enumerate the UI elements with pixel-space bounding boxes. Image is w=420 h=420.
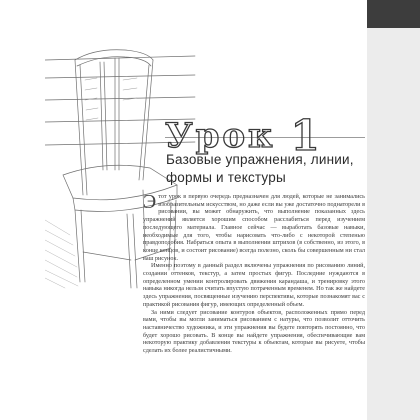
paragraph-1-text: тот урок в первую очередь предназначен для людей, которые не занимались изобразительным искусством, но даже если вы уже достаточно поднаторели в рисовании, вы может обнаружить, что выполнение показанных здесь упражнений является хорошим способом расслабиться перед изучением последующего материала. Главное сейчас — выработать базовые навыки, необходимые для того, чтобы нарисовать что-либо с некоторой степенью правдоподобия. Набраться опыта в выполнении штрихов (в собственно, из этого, в конце концов, и состоит рисование) всегда полезно, сколь бы совершенным ни стал ваш рисунок. xyxy=(143,193,365,262)
drop-cap: Э xyxy=(143,191,157,213)
paragraph-3: За ними следует рисование контуров объектов, расположенных прямо перед вами, чтобы вы могли заниматься рисованием с натуры, что позволит отточить наставничество художника, и эти упражнения вы будете повторять постоянно, что будет хорошо рисовать. В конце вы найдете упражнения, обеспечивающие вам некоторую практику добавления текстуры к объектам, которые вы рисуете, чтобы сделать их более реалистичными. xyxy=(143,308,365,355)
heading-line-1: Базовые упражнения, линии, xyxy=(166,152,354,167)
lesson-number: 1 xyxy=(290,111,320,160)
chapter-tab xyxy=(367,0,420,28)
body-text xyxy=(143,193,365,355)
section-heading xyxy=(166,151,366,187)
paragraph-2: Именно поэтому в данный раздел включены упражнения по рисованию линий, создании оттенков, текстур, а затем простых фигур. Последние нуждаются в определенном умении контролировать движения карандаша, и тренировку этого навыка никогда нельзя считать впустую потраченным временем. Но так же найдете здесь упражнения, посвященные изучению перспективы, которые познакомят вас с практикой рисования фигур, имеющих определенный объем. xyxy=(143,262,365,308)
page-side-band xyxy=(367,0,420,420)
heading-line-2: формы и текстуры xyxy=(166,170,286,185)
paragraph-1 xyxy=(143,193,365,262)
lesson-word: Урок xyxy=(165,116,276,156)
